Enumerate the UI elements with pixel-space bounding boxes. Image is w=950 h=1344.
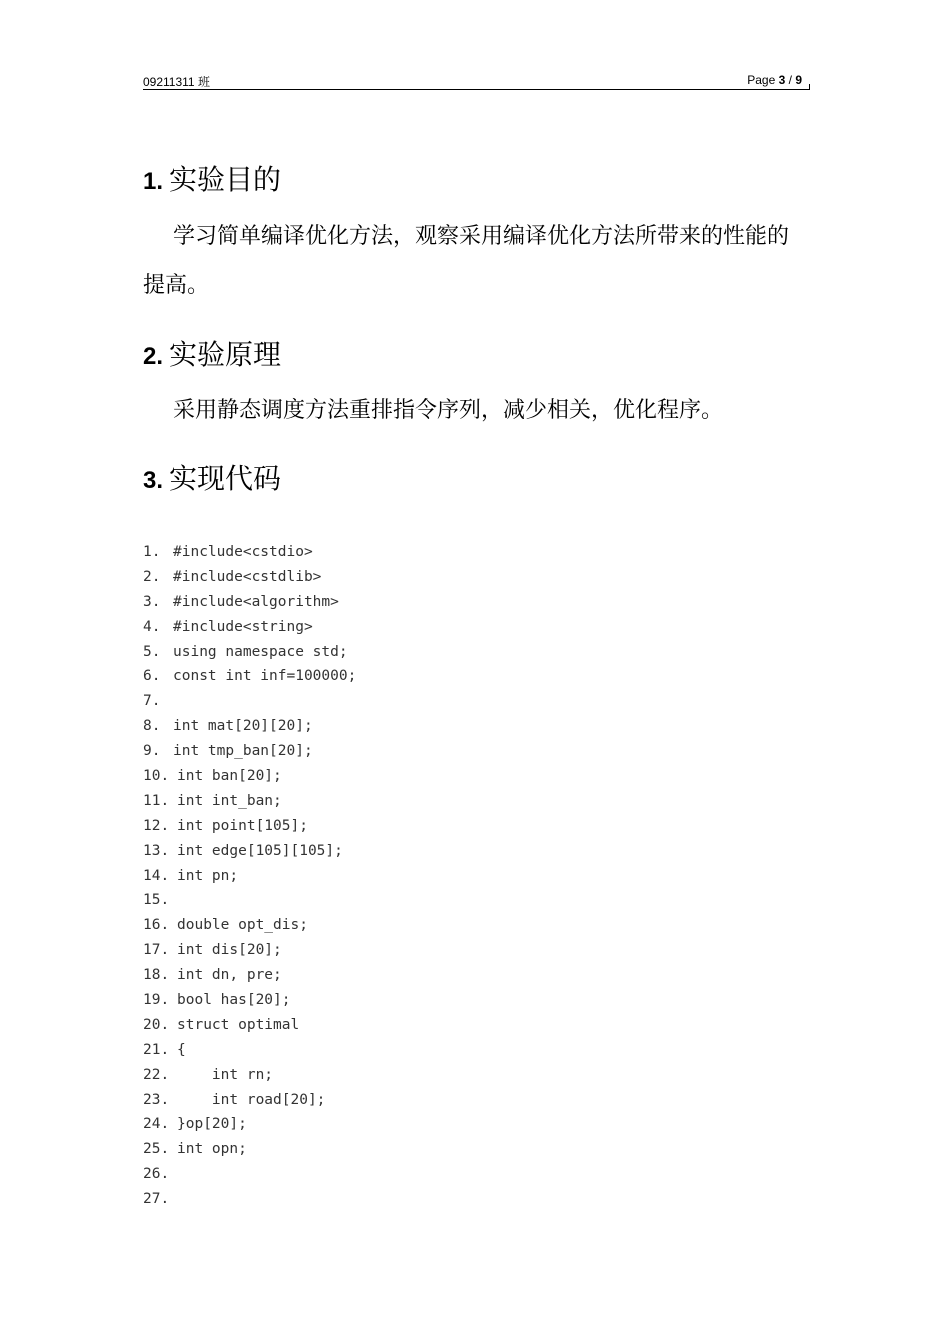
code-line <box>143 938 356 963</box>
code-line <box>143 1137 356 1162</box>
code-line <box>143 664 356 689</box>
principle-paragraph: 采用静态调度方法重排指令序列，减少相关，优化程序。 <box>173 398 724 423</box>
code-line <box>143 913 356 938</box>
section-heading-purpose: 1. 实验目的 <box>143 163 282 196</box>
line-number: 1. <box>143 544 161 560</box>
page-current: 3 <box>778 73 786 87</box>
line-number: 18. <box>143 967 170 984</box>
code-line <box>143 689 356 714</box>
code-line <box>143 888 356 913</box>
code-line <box>143 1063 356 1088</box>
code-text: int int_ban; <box>177 792 282 809</box>
code-text: #include<cstdlib> <box>173 568 322 585</box>
code-text: #include<string> <box>173 618 313 635</box>
page-header <box>143 71 810 90</box>
line-number: 21. <box>143 1041 170 1058</box>
line-number: 2. <box>143 568 161 585</box>
code-text: using namespace std; <box>173 643 348 660</box>
code-line <box>143 540 356 565</box>
line-number: 6. <box>143 668 161 685</box>
code-line <box>143 963 356 988</box>
line-number: 11. <box>143 792 170 809</box>
code-line <box>143 789 356 814</box>
line-number: 26. <box>143 1166 170 1183</box>
page-indicator: Page 3 / 9 <box>747 73 802 87</box>
line-number: 22. <box>143 1066 170 1083</box>
code-line <box>143 1187 356 1212</box>
code-line <box>143 739 356 764</box>
class-label: 09211311 班 <box>143 75 210 89</box>
code-text: double opt_dis; <box>177 917 308 934</box>
code-line <box>143 615 356 640</box>
code-line <box>143 864 356 889</box>
line-number: 25. <box>143 1141 170 1158</box>
line-number: 20. <box>143 1016 170 1033</box>
code-text: int pn; <box>177 867 239 884</box>
page-total: 9 <box>795 73 802 87</box>
code-text: int rn; <box>177 1066 274 1083</box>
code-line <box>143 839 356 864</box>
code-line <box>143 1013 356 1038</box>
code-line <box>143 988 356 1013</box>
line-number: 17. <box>143 942 170 959</box>
code-line <box>143 590 356 615</box>
code-text: #include<algorithm> <box>173 593 339 610</box>
line-number: 4. <box>143 618 161 635</box>
line-number: 24. <box>143 1116 170 1133</box>
line-number: 5. <box>143 643 161 660</box>
code-text: const int inf=100000; <box>173 668 357 685</box>
header-rule-tick <box>809 84 810 90</box>
line-number: 13. <box>143 842 170 859</box>
code-text: bool has[20]; <box>177 992 291 1009</box>
line-number: 16. <box>143 917 170 934</box>
code-line <box>143 1112 356 1137</box>
code-text: struct optimal <box>177 1016 300 1033</box>
code-text: { <box>177 1041 186 1058</box>
section-heading-principle: 2. 实验原理 <box>143 338 282 371</box>
line-number: 9. <box>143 743 161 760</box>
code-line <box>143 1038 356 1063</box>
code-text: int tmp_ban[20]; <box>173 743 313 760</box>
code-line <box>143 764 356 789</box>
code-line <box>143 1162 356 1187</box>
line-number: 12. <box>143 817 170 834</box>
code-line <box>143 1088 356 1113</box>
code-line <box>143 640 356 665</box>
code-line <box>143 565 356 590</box>
line-number: 8. <box>143 718 161 735</box>
line-number: 3. <box>143 593 161 610</box>
code-text: int road[20]; <box>177 1091 326 1108</box>
line-number: 7. <box>143 693 161 710</box>
line-number: 14. <box>143 867 170 884</box>
code-text: int dn, pre; <box>177 967 282 984</box>
code-text: int mat[20][20]; <box>173 718 313 735</box>
line-number: 15. <box>143 892 170 909</box>
code-line <box>143 814 356 839</box>
code-text: }op[20]; <box>177 1116 247 1133</box>
section-heading-code: 3. 实现代码 <box>143 462 282 495</box>
purpose-paragraph: 学习简单编译优化方法，观察采用编译优化方法所带来的性能的 提高。 <box>143 224 790 298</box>
code-text: int edge[105][105]; <box>177 842 343 859</box>
code-text: int point[105]; <box>177 817 308 834</box>
code-text: int ban[20]; <box>177 768 282 785</box>
line-number: 10. <box>143 768 170 785</box>
code-text: int opn; <box>177 1141 247 1158</box>
code-listing <box>143 540 356 1212</box>
code-text: int dis[20]; <box>177 942 282 959</box>
code-line <box>143 714 356 739</box>
code-text: #include<cstdio> <box>173 544 313 560</box>
line-number: 23. <box>143 1091 170 1108</box>
line-number: 27. <box>143 1191 170 1208</box>
line-number: 19. <box>143 992 170 1009</box>
